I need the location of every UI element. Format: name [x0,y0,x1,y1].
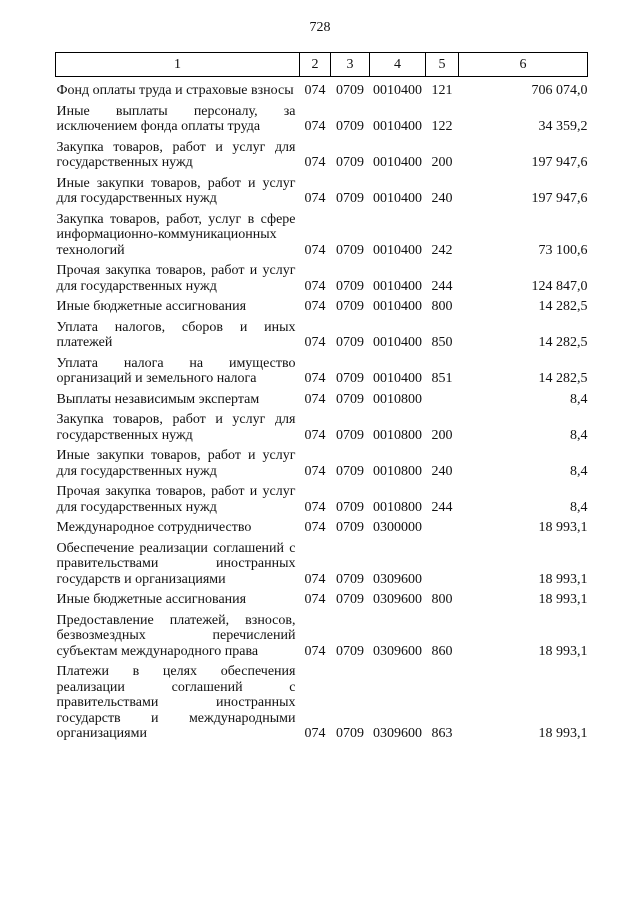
column-header-1: 1 [56,53,300,77]
row-section-code: 0709 [336,391,364,407]
row-name: Иные бюджетные ассигнования [56,592,247,607]
row-target-code: 0010400 [373,335,422,350]
row-name: Фонд оплаты труда и страховые взносы [56,83,294,98]
row-amount: 14 282,5 [538,371,588,386]
column-header-4: 4 [370,53,426,77]
row-name: Закупка товаров, работ и услуг для государственных нужд [56,412,296,443]
row-name: Уплата налогов, сборов и иных платежей [56,319,296,350]
row-amount: 8,4 [570,427,588,443]
row-target-code: 0010400 [373,83,422,98]
row-expense-type-code: 850 [431,335,453,350]
row-ministry-code: 074 [304,83,326,98]
row-expense-type-code: 240 [431,191,453,206]
row-ministry-code: 074 [304,191,326,206]
row-ministry-code: 074 [304,726,326,741]
row-name: Иные закупки товаров, работ и услуг для государственных нужд [56,175,296,206]
row-expense-type-code: 122 [431,119,453,134]
row-name: Предоставление платежей, взносов, безвозмездных перечислений субъектам международного права [56,612,296,659]
row-amount: 8,4 [570,463,588,479]
row-name: Международное сотрудничество [56,520,252,535]
row-section-code: 0709 [336,83,364,98]
row-amount: 34 359,2 [538,119,588,134]
row-name: Иные закупки товаров, работ и услуг для государственных нужд [56,448,296,479]
row-target-code: 0010400 [373,242,422,258]
row-amount: 73 100,6 [538,242,588,258]
row-expense-type-code: 200 [431,427,453,443]
row-amount: 197 947,6 [531,155,588,170]
row-section-code: 0709 [336,155,364,170]
row-expense-type-code: 800 [431,592,453,607]
row-section-code: 0709 [336,299,364,314]
row-name: Иные выплаты персоналу, за исключением фонда оплаты труда [56,103,296,134]
row-amount: 706 074,0 [531,83,588,98]
row-ministry-code: 074 [304,643,326,659]
table-row [56,659,588,742]
row-ministry-code: 074 [304,499,326,515]
row-expense-type-code: 200 [431,155,453,170]
row-ministry-code: 074 [304,119,326,134]
row-ministry-code: 074 [304,391,326,407]
row-section-code: 0709 [336,427,364,443]
row-ministry-code: 074 [304,155,326,170]
row-expense-type-code: 244 [431,499,453,515]
row-amount: 8,4 [570,391,588,407]
row-target-code: 0010400 [373,119,422,134]
column-header-5: 5 [426,53,459,77]
row-target-code: 0010400 [373,191,422,206]
row-name: Выплаты независимым экспертам [56,391,260,407]
table-row [56,294,588,315]
row-ministry-code: 074 [304,299,326,314]
row-target-code: 0010400 [373,155,422,170]
table-header-row [56,53,588,77]
row-section-code: 0709 [336,520,364,535]
row-expense-type-code [426,515,459,536]
row-target-code: 0309600 [373,643,422,659]
row-expense-type-code: 863 [431,726,453,741]
table-row [56,536,588,588]
budget-table [55,52,588,742]
row-target-code: 0010400 [373,299,422,314]
row-section-code: 0709 [336,499,364,515]
row-name: Иные бюджетные ассигнования [56,299,247,314]
row-ministry-code: 074 [304,520,326,535]
row-amount: 18 993,1 [538,520,588,535]
row-expense-type-code: 244 [431,278,453,294]
row-amount: 18 993,1 [538,643,588,659]
column-header-6: 6 [459,53,588,77]
page-number: 728 [309,20,331,35]
column-header-2: 2 [300,53,331,77]
table-row [56,443,588,479]
row-amount: 8,4 [570,499,588,515]
row-ministry-code: 074 [304,335,326,350]
table-row [56,135,588,171]
row-section-code: 0709 [336,592,364,607]
row-target-code: 0309600 [373,571,422,587]
table-row [56,315,588,351]
table-row [56,387,588,408]
row-expense-type-code [426,387,459,408]
row-target-code: 0010800 [373,499,422,515]
row-expense-type-code [426,536,459,588]
table-row [56,207,588,259]
table-row [56,77,588,99]
table-row [56,608,588,660]
table-row [56,258,588,294]
row-amount: 14 282,5 [538,299,588,314]
row-target-code: 0300000 [373,520,422,535]
row-target-code: 0010400 [373,278,422,294]
row-section-code: 0709 [336,335,364,350]
table-body [56,77,588,742]
row-target-code: 0309600 [373,592,422,607]
row-name: Закупка товаров, работ и услуг для государственных нужд [56,139,296,170]
row-section-code: 0709 [336,191,364,206]
row-ministry-code: 074 [304,463,326,479]
row-name: Платежи в целях обеспечения реализации соглашений с правительствами иностранных государств и международными организациями [56,664,296,741]
row-target-code: 0010400 [373,371,422,386]
table-row [56,515,588,536]
row-section-code: 0709 [336,726,364,741]
table-row [56,99,588,135]
column-header-3: 3 [331,53,370,77]
row-name: Обеспечение реализации соглашений с правительствами иностранных государств и организациями [56,540,296,587]
row-target-code: 0309600 [373,726,422,741]
row-amount: 18 993,1 [538,592,588,607]
row-ministry-code: 074 [304,571,326,587]
row-ministry-code: 074 [304,371,326,386]
table-row [56,479,588,515]
table-row [56,351,588,387]
row-amount: 124 847,0 [531,278,588,294]
row-expense-type-code: 860 [431,643,453,659]
row-section-code: 0709 [336,643,364,659]
row-target-code: 0010800 [373,391,422,407]
row-amount: 197 947,6 [531,191,588,206]
row-name: Закупка товаров, работ, услуг в сфере информационно-коммуникационных технологий [56,211,296,258]
row-section-code: 0709 [336,242,364,258]
row-expense-type-code: 242 [431,242,453,258]
table-row [56,407,588,443]
row-target-code: 0010800 [373,463,422,479]
row-expense-type-code: 800 [431,299,453,314]
row-expense-type-code: 121 [431,83,453,98]
row-ministry-code: 074 [304,427,326,443]
row-name: Уплата налога на имущество организаций и земельного налога [56,355,296,386]
table-row [56,587,588,608]
row-expense-type-code: 240 [431,463,453,479]
row-name: Прочая закупка товаров, работ и услуг для государственных нужд [56,263,296,294]
row-amount: 18 993,1 [538,726,588,741]
row-expense-type-code: 851 [431,371,453,386]
row-section-code: 0709 [336,119,364,134]
row-section-code: 0709 [336,278,364,294]
table-row [56,171,588,207]
row-amount: 14 282,5 [538,335,588,350]
row-target-code: 0010800 [373,427,422,443]
row-ministry-code: 074 [304,592,326,607]
row-amount: 18 993,1 [538,571,588,587]
row-section-code: 0709 [336,463,364,479]
row-section-code: 0709 [336,371,364,386]
row-name: Прочая закупка товаров, работ и услуг для государственных нужд [56,484,296,515]
row-section-code: 0709 [336,571,364,587]
row-ministry-code: 074 [304,242,326,258]
row-ministry-code: 074 [304,278,326,294]
